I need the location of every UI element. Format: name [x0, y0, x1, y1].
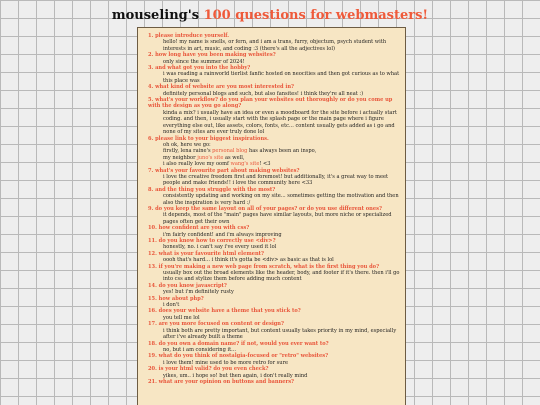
title-suffix: ! [422, 8, 429, 23]
answer: kinda a mix? i usually have an idea or even a moodboard for the site before i actually start coding. and then, i usually start with the splash page or the main page where i figure everything else out, like assets, colors, fonts, etc... content usually gets added as i go and none of my sites are ever truly done lol [163, 109, 397, 136]
answer: only since the summer of 2024! [163, 58, 245, 65]
title-prefix: mouseling's [111, 8, 204, 23]
answer: usually box out the broad elements like the header, body, and footer if it's there. then i'll go into css and stylize them before adding much content [163, 270, 400, 283]
question: 18. do you own a domain name? if not, would you ever want to? [148, 340, 329, 347]
question: 21. what are your opinion on buttons and banners? [148, 378, 295, 385]
question: 5. what's your workflow? do you plan your websites out thoroughly or do you come up with the design as you go along? [148, 97, 393, 110]
question: 9. do you keep the same layout on all of your pages? or do you use different ones? [148, 205, 382, 212]
answer: i'm fairly confident! and i'm always improving [163, 231, 282, 238]
answer: yikes, um.. i hope so! but then again, i don't really mind [163, 372, 308, 379]
title-highlight: 100 questions for webmasters [203, 8, 423, 23]
answer: yes! but i'm definitely rusty [163, 289, 234, 296]
question: 11. do you know how to correctly use <div>? [148, 238, 276, 244]
junos-site-link[interactable]: juno's site [197, 154, 224, 161]
answer: i think both are pretty important, but content usually takes priority in my mind, especially after i've already built a theme [163, 327, 397, 341]
answer: oh ok, here we go: [163, 141, 211, 148]
inspiration-text: i also really love my oomf [163, 161, 231, 168]
question: 2. how long have you been making websites? [148, 52, 276, 59]
question: 14. do you know javascript? [148, 282, 227, 289]
answer: i love them! mine used to be more retro for sure [163, 359, 289, 366]
answer: i love the creative freedom first and foremost! but additionally, it's a great way to meet people and make friends!! i love the community here <33 [163, 173, 389, 187]
answer: i don't [163, 302, 180, 309]
question: 1. please introduce yourself. [148, 33, 230, 39]
answer: i was reading a rainworld tierlist fanfic hosted on neocities and then got curious as to what this place was [163, 71, 400, 84]
question: 13. if you're making a new web page from scratch, what is the first thing you do? [148, 263, 380, 270]
inspiration-text: has always been an inspo, [247, 148, 317, 155]
inspiration-text: as well, [223, 154, 245, 161]
wangs-site-link[interactable]: wang's site [230, 161, 260, 168]
answer: it depends, most of the "main" pages have similar layouts, but more niche or specialized pages often get their own [163, 212, 392, 225]
question: 8. and the thing you struggle with the most? [148, 186, 276, 193]
question: 16. does your website have a theme that you stick to? [148, 308, 301, 315]
answer: honestly, no. i can't say i've every used it lol [163, 244, 277, 251]
answer: consistently updating and working on my site... sometimes getting the motivation and then also the inspiration is very hard :/ [163, 193, 399, 206]
inspiration-text: my neighbor [163, 154, 198, 161]
question: 12. what is your favourite html element? [148, 250, 265, 257]
personal-blog-link[interactable]: personal blog [212, 148, 248, 155]
page-title [0, 8, 540, 24]
qa-list [148, 33, 403, 385]
answer: hello! my name is snells, or fern, and i am a trans, furry, objectum, psych student with interests in art, music, and coding :3 (there's all the adjectives lol) [163, 39, 387, 52]
question: 6. please link to your biggest inspirations. [148, 135, 269, 142]
questions-panel[interactable] [137, 27, 406, 405]
answer: definitely personal blogs and such, but also fansites! i think they're all neat :) [163, 90, 364, 97]
inspiration-text: ! <3 [259, 161, 271, 168]
question: 7. what's your favourite part about making websites? [148, 167, 300, 174]
question: 10. how confident are you with css? [148, 225, 250, 232]
inspiration-text: firstly, lena raine's [163, 148, 213, 155]
question: 19. what do you think of nostalgia-focused or "retro" websites? [148, 353, 329, 360]
question: 20. is your html valid? do you even check? [148, 366, 269, 373]
answer: no, but i am considering it... [163, 346, 237, 353]
question: 17. are you more focused on content or design? [148, 321, 284, 328]
question: 15. how about php? [148, 295, 204, 302]
answer: you tell me lol [163, 314, 200, 321]
answer: oooh that's hard... i think it's gotta be <div> as basic as that is lol [163, 257, 334, 264]
question: 3. and what got you into the hobby? [148, 65, 251, 72]
question: 4. what kind of website are you most interested in? [148, 84, 295, 91]
